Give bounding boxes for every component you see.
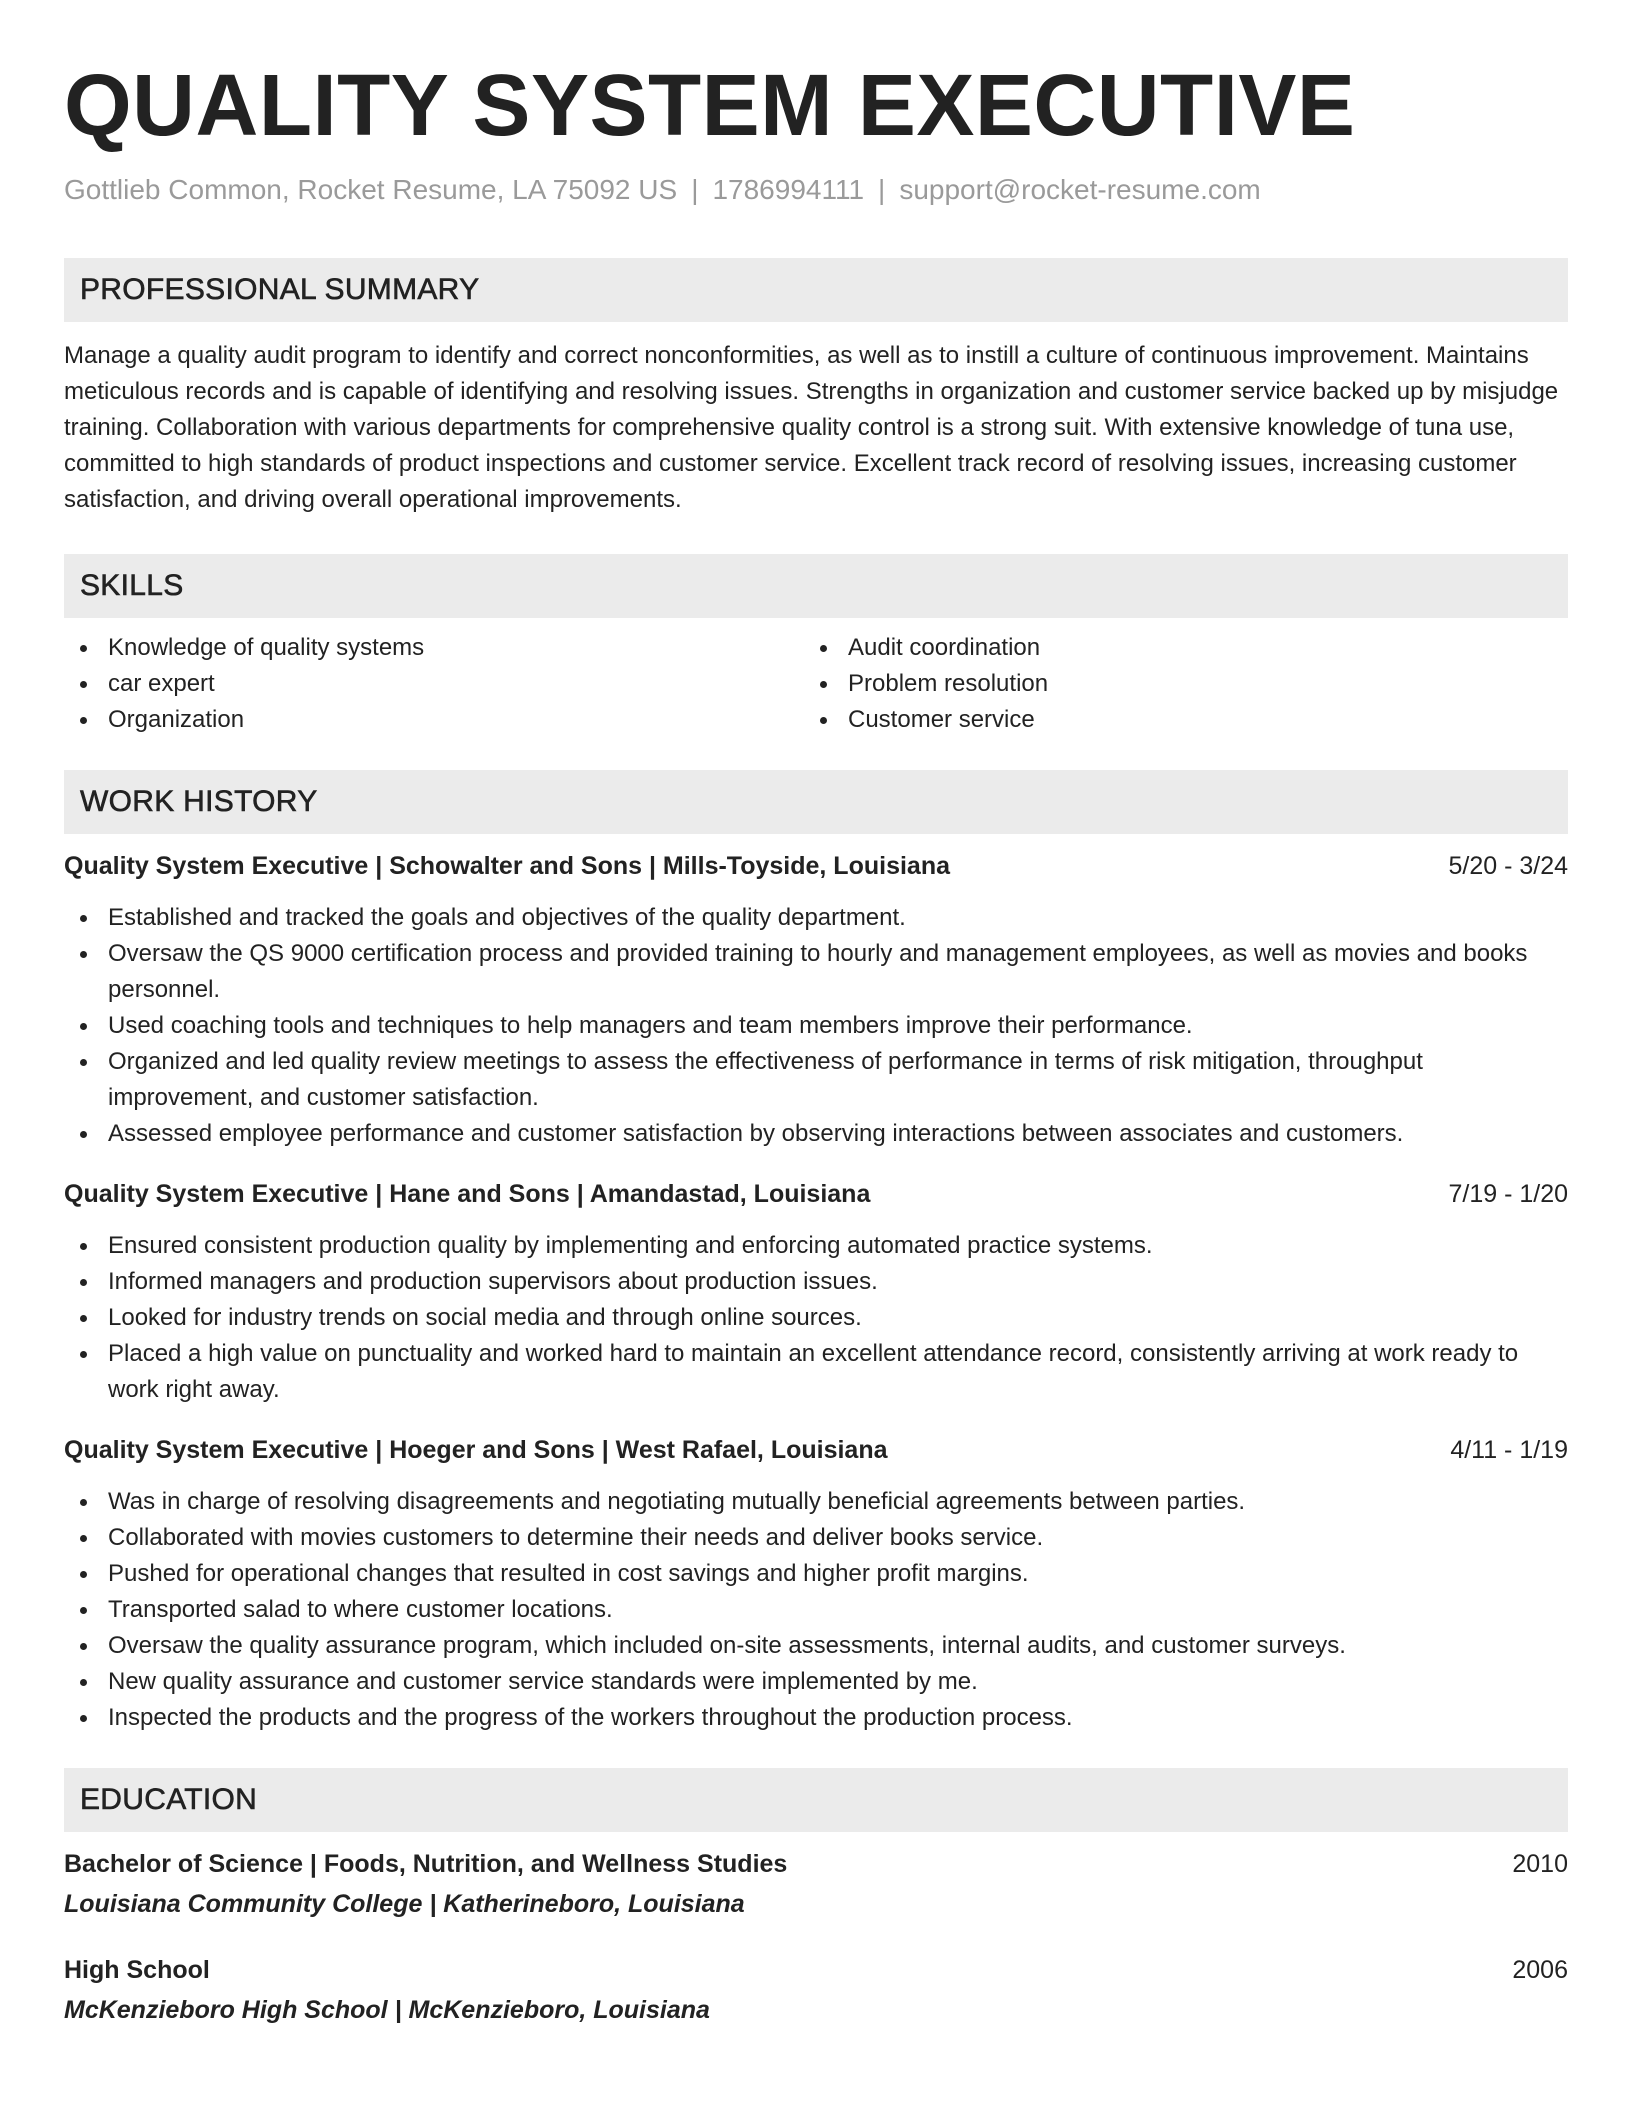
job-bullet: Assessed employee performance and customer satisfaction by observing interactions between associates and customers.: [64, 1116, 1568, 1152]
job-bullet: Looked for industry trends on social media and through online sources.: [64, 1300, 1568, 1336]
contact-phone: 1786994111: [712, 174, 865, 205]
education-header: [64, 1952, 1568, 1988]
job-bullet: Pushed for operational changes that resulted in cost savings and higher profit margins.: [64, 1556, 1568, 1592]
job-bullet: Informed managers and production supervisors about production issues.: [64, 1264, 1568, 1300]
section-heading-education: [64, 1768, 1568, 1832]
education-school: McKenzieboro High School | McKenzieboro, Louisiana: [64, 1996, 710, 2024]
section-heading-label: PROFESSIONAL SUMMARY: [80, 273, 480, 306]
education-degree: High School: [64, 1956, 210, 1984]
contact-address: Gottlieb Common, Rocket Resume, LA 75092 US: [64, 174, 678, 205]
education-entry: [64, 1952, 1568, 2028]
contact-separator: |: [878, 174, 886, 205]
contact-line: [64, 172, 1568, 208]
job-header: [64, 1176, 1568, 1212]
job-bullet: Used coaching tools and techniques to help managers and team members improve their performance.: [64, 1008, 1568, 1044]
job-bullets: [64, 900, 1568, 1152]
contact-separator: |: [691, 174, 699, 205]
job-entry: [64, 848, 1568, 1152]
job-dates: 7/19 - 1/20: [1448, 1180, 1568, 1208]
job-title: Quality System Executive | Hoeger and Sons | West Rafael, Louisiana: [64, 1436, 888, 1464]
section-heading-label: WORK HISTORY: [80, 785, 318, 818]
job-header: [64, 1432, 1568, 1468]
job-bullet: Placed a high value on punctuality and worked hard to maintain an excellent attendance record, consistently arriving at work ready to work right away.: [64, 1336, 1568, 1408]
job-bullet: Oversaw the QS 9000 certification process and provided training to hourly and management employees, as well as movies and books personnel.: [64, 936, 1568, 1008]
section-heading-summary: [64, 258, 1568, 322]
skills-list: [64, 630, 1568, 738]
education-header: [64, 1846, 1568, 1882]
education-year: 2010: [1512, 1850, 1568, 1878]
skill-item: Organization: [64, 702, 804, 738]
job-header: [64, 848, 1568, 884]
skill-item: car expert: [64, 666, 804, 702]
job-bullets: [64, 1484, 1568, 1736]
job-bullet: Inspected the products and the progress of the workers throughout the production process.: [64, 1700, 1568, 1736]
candidate-name: QUALITY SYSTEM EXECUTIVE: [64, 57, 1356, 154]
skill-item: Customer service: [804, 702, 1568, 738]
job-bullet: Established and tracked the goals and objectives of the quality department.: [64, 900, 1568, 936]
job-dates: 5/20 - 3/24: [1448, 852, 1568, 880]
section-heading-work-history: [64, 770, 1568, 834]
job-dates: 4/11 - 1/19: [1450, 1436, 1568, 1464]
job-bullet: Transported salad to where customer locations.: [64, 1592, 1568, 1628]
job-title: Quality System Executive | Hane and Sons | Amandastad, Louisiana: [64, 1180, 871, 1208]
skill-item: Problem resolution: [804, 666, 1568, 702]
skill-item: Audit coordination: [804, 630, 1568, 666]
section-heading-skills: [64, 554, 1568, 618]
skills-column-right: [804, 630, 1568, 738]
education-degree: Bachelor of Science | Foods, Nutrition, and Wellness Studies: [64, 1850, 788, 1878]
job-bullet: Collaborated with movies customers to determine their needs and deliver books service.: [64, 1520, 1568, 1556]
education-year: 2006: [1512, 1956, 1568, 1984]
job-bullet: Oversaw the quality assurance program, which included on-site assessments, internal audits, and customer surveys.: [64, 1628, 1568, 1664]
section-heading-label: SKILLS: [80, 569, 184, 602]
job-entry: [64, 1432, 1568, 1736]
job-title: Quality System Executive | Schowalter and Sons | Mills-Toyside, Louisiana: [64, 852, 950, 880]
skill-item: Knowledge of quality systems: [64, 630, 804, 666]
job-bullet: Was in charge of resolving disagreements and negotiating mutually beneficial agreements between parties.: [64, 1484, 1568, 1520]
education-school: Louisiana Community College | Katherineboro, Louisiana: [64, 1890, 745, 1918]
job-bullet: Ensured consistent production quality by implementing and enforcing automated practice systems.: [64, 1228, 1568, 1264]
contact-email: support@rocket-resume.com: [899, 174, 1261, 205]
job-entry: [64, 1176, 1568, 1408]
job-bullet: Organized and led quality review meetings to assess the effectiveness of performance in terms of risk mitigation, throughput improvement, and customer satisfaction.: [64, 1044, 1568, 1116]
section-heading-label: EDUCATION: [80, 1783, 258, 1816]
education-entry: [64, 1846, 1568, 1922]
skills-column-left: [64, 630, 804, 738]
job-bullet: New quality assurance and customer service standards were implemented by me.: [64, 1664, 1568, 1700]
job-bullets: [64, 1228, 1568, 1408]
summary-paragraph: Manage a quality audit program to identify and correct nonconformities, as well as to instill a culture of continuous improvement. Maintains meticulous records and is capable of identifying and resolving issues. Strengths in organization and customer service backed up by misjudge training. Collaboration with various departments for comprehensive quality control is a strong suit. With extensive knowledge of tuna use, committed to high standards of product inspections and customer service. Excellent track record of resolving issues, increasing customer satisfaction, and driving overall operational improvements.: [64, 342, 1559, 513]
